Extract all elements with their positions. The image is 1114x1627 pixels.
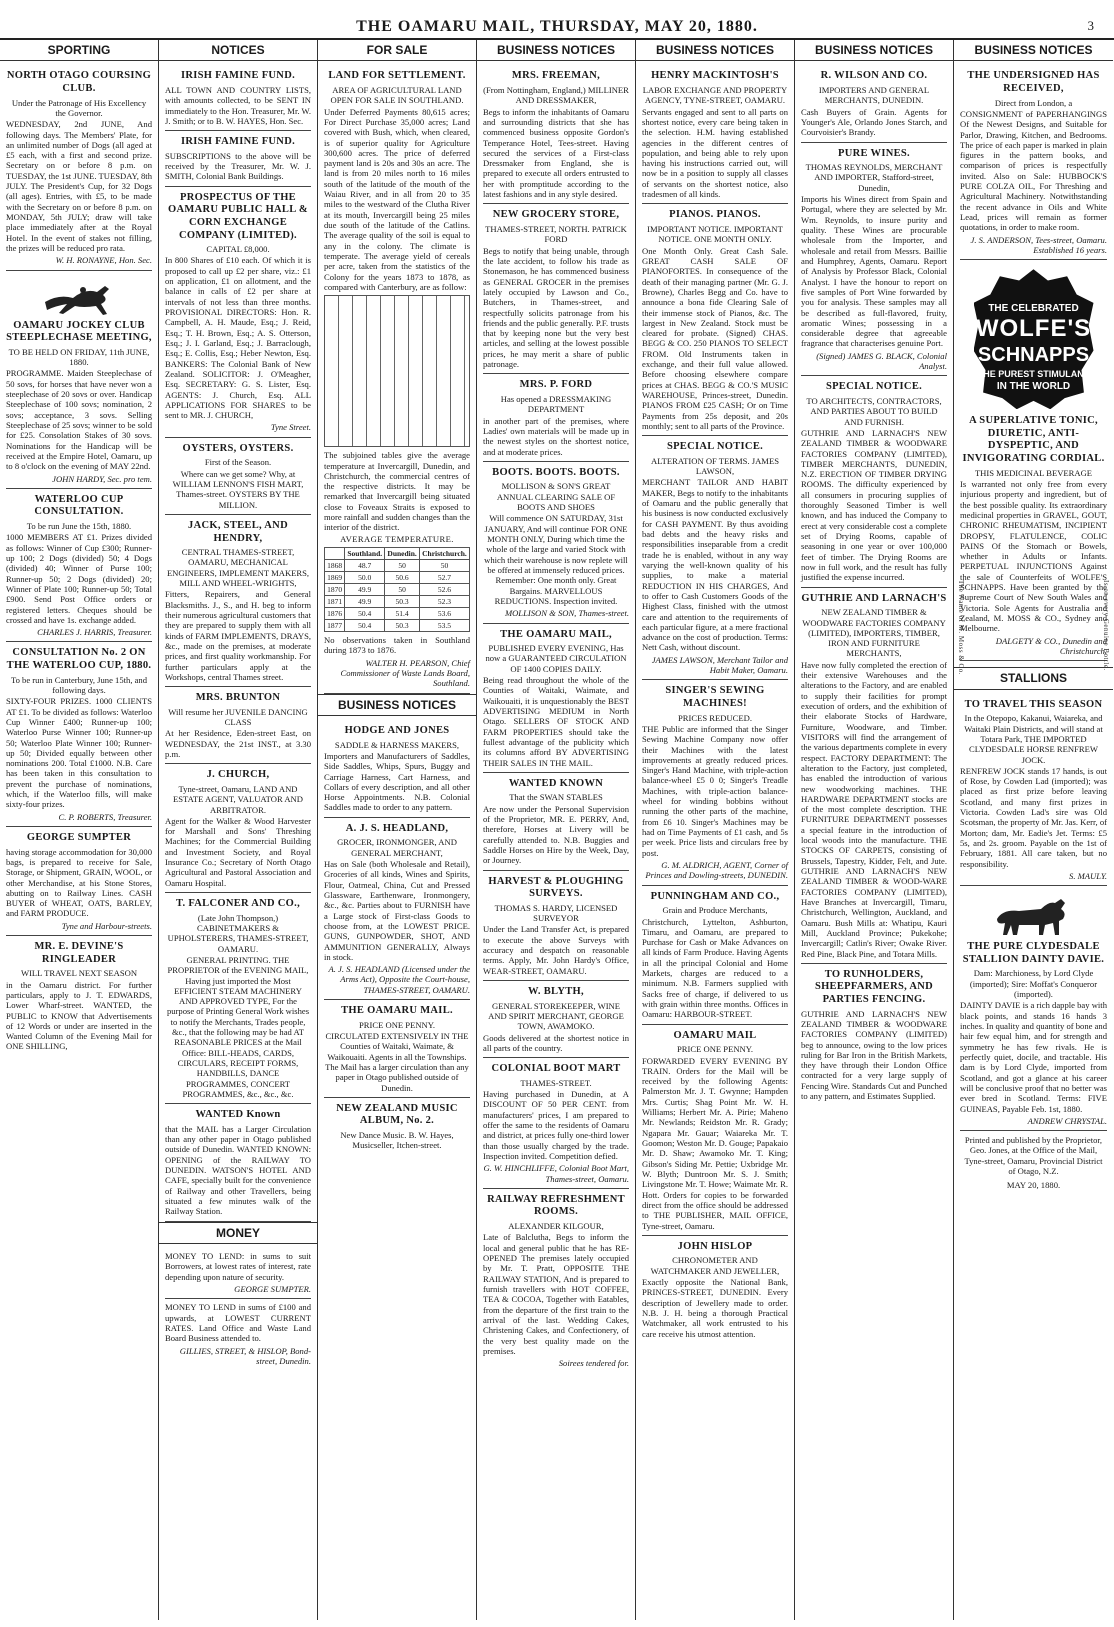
advert-title: THE PURE CLYDESDALE STALLION DAINTY DAVIE.	[962, 941, 1105, 965]
column-heading: NOTICES	[159, 40, 317, 61]
advert	[165, 438, 311, 515]
advert	[483, 462, 629, 624]
advert-body: Under the Land Transfer Act, is prepared to execute the above Surveys with accuracy and despatch on reasonable terms. Apply, Mr. John Hardy's Office, WEAR-STREET, OAMARU.	[483, 924, 629, 976]
table-row	[325, 572, 470, 584]
table-cell: 1871	[325, 596, 345, 608]
advert-title: IRISH FAMINE FUND.	[181, 136, 295, 148]
advert-body: One Month Only. Great Cash Sale. GREAT CASH SALE OF PIANOFORTES. In consequence of the death of their managing partner (Mr. G. J. Browne), Charles Begg and Co. have to announce a bona fide Clearing Sale of their immense stock of Pianos, &c. The largest in New Zealand. Stock must be cleared for probate. (Signed) CHAS. BEGG & CO. 250 PIANOS TO SELECT FROM. Old Instruments taken in exchange, and their full value allowed. Before choosing elsewhere compare prices at CHAS. BEGG & CO.'S MUSIC WAREHOUSE, Princes-street, Dunedin. PIANOS FROM £25 CASH; Or on Time Payments from 25s deposit, and 20s monthly; sent to all parts of the Province.	[642, 245, 788, 431]
advert-subtitle: PUBLISHED EVERY EVENING, Has now a GUARANTEED CIRCULATION OF 1400 COPIES DAILY.	[485, 643, 627, 674]
advert-body: PROGRAMME. Maiden Steeplechase of 50 sovs, for horses that have never won a steeplechase of 20 sovs or over. Handicap Steeplechase of 100 sovs; nomination, 2 sovs; acceptance, 3 sovs. Selling Steeplechase of 25 sovs; winner to be sold for £25. Consolation Stakes of 30 sovs. Nominations for the Handicap will be received at the Empire Hotel, Oamaru, up to 8 o'clock on the evening of MAY 22nd.	[6, 368, 152, 472]
advert-title: WANTED Known	[195, 1109, 281, 1121]
column-business-notices-3	[795, 40, 954, 1620]
table-cell: 50.3	[385, 596, 420, 608]
advert-title: MRS. BRUNTON	[195, 692, 281, 704]
advert	[801, 588, 947, 964]
advert-body: Importers and Manufacturers of Saddles, Side Saddles, Whips, Spurs, Buggy and Carriage Harness, Cart Harness, and Collars of every description, and all other Horse Appointments. N.B. Colonial Saddles made to order to any pattern.	[324, 750, 470, 813]
advert	[165, 893, 311, 1104]
advert	[642, 1025, 788, 1236]
table-note: No observations taken in Southland during 1873 to 1876.	[324, 635, 470, 656]
advert-title: BOOTS. BOOTS. BOOTS.	[492, 466, 620, 478]
advert-title: THE OAMARU MAIL.	[341, 1005, 453, 1017]
advert-body: Exactly opposite the National Bank, PRINCES-STREET, DUNEDIN. Every description of Jewellery made to order. N.B. J. H. being a thorough Practical Watchmaker, all work entrusted to his care receive his utmost attention.	[642, 1277, 788, 1339]
advert-title: TO RUNHOLDERS, SHEEPFARMERS, AND PARTIES FENCING.	[814, 968, 934, 1006]
advert-title: SINGER'S SEWING MACHINES!	[665, 685, 765, 710]
table-cell: 50	[419, 560, 469, 572]
advert-subtitle: Under the Patronage of His Excellency the Governor.	[11, 97, 147, 118]
advert-title: OYSTERS, OYSTERS.	[182, 442, 294, 454]
advert-subtitle: Direct from London, a	[994, 97, 1073, 108]
table-cell: 52.3	[419, 596, 469, 608]
advert-body: Being read throughout the whole of the Counties of Waitaki, Waimate, and Waikouaiti, it is unquestionably the BEST ADVERTISING MEDIUM in North Otago. SELLERS OF STOCK AND FARM PROPERTIES should take the fullest advantage of the publicity which its columns afford BY ADVERTISING THEIR SALES IN THE MAIL.	[483, 675, 629, 768]
advert-subtitle: That the SWAN STABLES	[509, 792, 603, 803]
advert-subtitle: In the Otepopo, Kakanui, Waiareka, and Waitaki Plain Districts, and will stand at Totara Park, THE IMPORTED CLYDESDALE HORSE RENFREW JOCK.	[964, 713, 1103, 765]
page-number: 3	[1087, 18, 1094, 33]
schnapps-advert	[960, 260, 1107, 661]
advert-title: JACK, STEEL, AND HENDRY,	[188, 519, 288, 544]
advert-subtitle: CHRONOMETER AND WATCHMAKER AND JEWELLER,	[650, 1255, 780, 1276]
advert	[324, 65, 470, 693]
advert-body: Cash Buyers of Grain. Agents for Younger's Ale, Orlando Jones Starch, and Courvoisier's Brandy.	[801, 106, 947, 138]
advert-subtitle: GROCER, IRONMONGER, AND GENERAL MERCHANT,	[337, 837, 457, 858]
table-cell: 1869	[325, 572, 345, 584]
advert-subtitle: TO BE HELD ON FRIDAY, 11th JUNE, 1880.	[8, 346, 150, 368]
advert-signature: (Signed) JAMES G. BLACK, Colonial Analyst.	[816, 350, 947, 372]
draught-horse-icon	[989, 895, 1079, 939]
advert-subtitle: GENERAL STOREKEEPER, WINE AND SPIRIT MERCHANT, GEORGE TOWN, AWAMOKO.	[488, 1000, 624, 1032]
column-heading: BUSINESS NOTICES	[795, 40, 953, 61]
table-cell: 53.6	[419, 608, 469, 620]
advert-title: A. J. S. HEADLAND,	[345, 822, 449, 834]
table-header: Dunedin.	[385, 548, 420, 560]
advert-signature: WALTER H. PEARSON, Chief Commissioner of Waste Lands Board, Southland.	[340, 657, 470, 689]
advert-subtitle: ALTERATION OF TERMS. JAMES LAWSON,	[651, 455, 779, 477]
table-cell: 50.0	[345, 572, 385, 584]
advert-title: LAND FOR SETTLEMENT.	[328, 70, 466, 82]
advert	[165, 131, 311, 187]
advert-body: FORWARDED EVERY EVENING BY TRAIN. Orders for the Mail will be received by the following Agents: Palmerston Mr. J. T. Gwynne; Hampden Mrs. Curtis; Shag Point Mr. W. H. Williams; Herbert Mr. A. Pirie; Maheno Mr. Newlands; Reidston Mr. R. Grady; Ngapara Mr. Gauar; Waiareka Mr. T. Goomon; Weston Mr. D. Gouge; Papakaio Mr. D. Shaw; Awamoko Mr. T. King; Gibson's Siding Mr. Pettie; Uxbridge Mr. W. Blyth; Duntroon Mr. S. J. Smith; Livingstone Mr. T. Howe; Waimate Mr. R. Hott. Orders for copies to be forwarded direct from the office should be addressed to THE PUBLISHER, MAIL OFFICE, Tyne-street, Oamaru.	[642, 1055, 788, 1231]
advert-title: GUTHRIE AND LARNACH'S	[801, 592, 947, 604]
table-cell: 48.7	[345, 560, 385, 572]
advert	[324, 1000, 470, 1098]
advert	[165, 1248, 311, 1299]
table-row	[325, 584, 470, 596]
advert-body: GUTHRIE AND LARNACH'S NEW ZEALAND TIMBER & WOODWARE FACTORIES COMPANY (LIMITED), TIMBER MERCHANTS, DUNEDIN, N.Z. ERECTION OF TIMBER DRYING ROOMS. The difficulty experienced by all consumers in procuring supplies of thoroughly Seasoned Timber is well known, and has induced the Company to erect at very considerable cost a complete set of Drying Rooms, capable of seasoning in one year or over 100,000 feet of timber. The Drying Rooms are now in full work, and the result has fully justified the expense incurred.	[801, 427, 947, 583]
column-for-sale	[318, 40, 477, 1620]
table-cell: 53.5	[419, 620, 469, 632]
advert	[483, 624, 629, 773]
advert	[642, 65, 788, 204]
advert-body: Is warranted not only free from every injurious property and ingredient, but of the best possible quality. Its extraordinary medicinal properties in GRAVEL, GOUT, CHRONIC RHEUMATISM, INCIPIENT DROPSY, FLATULENCE, COLIC PAINS Of the Stomach or Bowels, whether in Adults or Infants. PERPETUAL INJUNCTIONS Against the sale of Counterfeits of WOLFE'S SCHNAPPS. Have been granted by the Supreme Court of New South Wales and Victoria. Sole Agents for Australia and Zealand, M. MOSS & CO., Sydney and Melbourne.	[960, 478, 1107, 634]
advert	[483, 65, 629, 204]
advert-body: CONSIGNMENT of PAPERHANGINGS Of the Newest Designs, and Suitable for Parlor, Drawing, Kitchen, and Bedrooms. The price of each paper is marked in plain figures in the pattern books, and comparison of prices is respectfully invited. Also on Sale: HUBBOCK'S PURE COLZA OIL, For Threshing and Agricultural Machinery. Notwithstanding the recent advance in Oils and White Lead, prices will remain as former quotations, in order to make room.	[960, 108, 1107, 233]
advert	[324, 1098, 470, 1155]
advert	[165, 1299, 311, 1370]
column-notices	[159, 40, 318, 1620]
advert	[960, 886, 1107, 1131]
advert-subtitle: THIS MEDICINAL BEVERAGE	[974, 467, 1093, 478]
advert-subtitle: IMPORTANT NOTICE. IMPORTANT NOTICE. ONE MONTH ONLY.	[647, 224, 783, 245]
advert-body: MERCHANT TAILOR AND HABIT MAKER, Begs to notify to the inhabitants of Oamaru and the public generally that his business is now conducted exclusively for CASH PAYMENT. By thus avoiding bad debts and the heavy risks and responsibilities inseparable from a credit trade he is enabled, without in any way varying the well-known quality of his supplies, to make a material REDUCTION IN HIS CHARGES, And to offer to Cash Customers Goods of the Highest Class, finished with the utmost care and attention to the requirements of each particular figure, at a mere fractional advance on the cost of production. Terms: Nett Cash, without discount.	[642, 477, 788, 653]
advert-body: that the MAIL has a Larger Circulation than any other paper in Otago published outside of Dunedin. WANTED KNOWN: OPENING of the RAILWAY TO DUNEDIN. WATSON'S HOTEL AND CAFE, specially built for the convenience of Railway and other Travellers, being situated a few minutes walk of the Railway Station.	[165, 1123, 311, 1217]
advert-body: Begs to inform the inhabitants of Oamaru and surrounding districts that she has commenced business opposite Gordon's Temperance Hotel, Tees-street. Having secured the services of a First-class Dressmaker from England, she is prepared to execute all orders entrusted to her with promptitude according to the latest fashions and in any style desired.	[483, 106, 629, 200]
column-heading: SPORTING	[0, 40, 158, 61]
advert	[165, 1104, 311, 1221]
advert-signature: Soirees tendered for.	[558, 1358, 629, 1369]
advert-subtitle: ALEXANDER KILGOUR,	[508, 1221, 604, 1232]
advert-body: Under Deferred Payments 80,615 acres; For Direct Purchase 35,000 acres; Land covered with Bush, which, when cleared, is of superior quality for Agriculture 300,600 acres. The price of deferred payment land is 20s and 30s an acre. The land is from 20 miles north to 16 miles south of the latitude of the mouth of the Waiau River, and in all from 20 to 35 miles to the westward of the Clutha River at its mouth, Invercargill being 25 miles due south of the latitude of the Catlins. The average quality of the soil is equal to any in the colony. The climate is temperate. The average yield of cereals per acre, taken from the statistics of the Colony for the years 1873 to 1878, as compared with Canterbury, are as follow:	[324, 106, 470, 292]
advert-signature: Tyne and Harbour-streets.	[61, 920, 152, 931]
advert	[6, 642, 152, 827]
advert-title: T. FALCONER AND CO.,	[175, 898, 301, 910]
advert-subtitle: LABOR EXCHANGE AND PROPERTY AGENCY, TYNE-STREET, OAMARU.	[642, 84, 788, 106]
advert-body: Having purchased in Dunedin, at A DISCOUNT OF 50 PER CENT. from manufacturers' prices, I am prepared to offer the same to the residents of Oamaru and district, at prices fully one-third lower than those usually charged by the trade. Inspection invited. Competition defied.	[483, 1089, 629, 1161]
masthead	[0, 0, 1114, 38]
advert-subtitle: WILL TRAVEL NEXT SEASON	[20, 968, 138, 979]
logo-line: SCHNAPPS	[977, 344, 1090, 367]
schnapps-logo	[974, 269, 1094, 409]
advert-title: COLONIAL BOOT MART	[491, 1063, 621, 1075]
advert-title: TO TRAVEL THIS SEASON	[964, 698, 1103, 710]
cereal-yield-table	[324, 295, 470, 447]
advert-body: MONEY TO LEND: in sums to suit Borrowers, at lowest rates of interest, rate depending upon nature of security.	[165, 1251, 311, 1282]
advert-title: MR. E. DEVINE'S RINGLEADER	[34, 941, 124, 965]
racehorse-icon	[39, 280, 119, 318]
advert-subtitle: THOMAS REYNOLDS, MERCHANT AND IMPORTER, Stafford-street, Dunedin,	[805, 162, 943, 193]
advert-signature: MOLLISON & SON, Thames-street.	[504, 608, 629, 619]
advert-signature: G. W. HINCHLIFFE, Colonial Boot Mart, Thames-street, Oamaru.	[483, 1163, 629, 1184]
page-columns	[0, 40, 1114, 1620]
advert-title: MRS. P. FORD	[519, 379, 593, 391]
advert-body: Late of Balclutha, Begs to inform the local and general public that he has RE-OPENED The premises lately occupied by Mr. T. Pratt, OPPOSITE THE RAILWAY STATION, And is prepared to furnish travellers with HOT COFFEE, TEA & COCOA, Together with Eatables, from the departure of the first train to the arrival of the last. Wedding Cakes, Christening Cakes, and Confectionery, of the very best quality made on the premises.	[483, 1232, 629, 1356]
advert	[483, 981, 629, 1058]
advert-title: HARVEST & PLOUGHING SURVEYS.	[488, 875, 624, 900]
advert	[801, 964, 947, 1106]
schnapps-vertical-left: The Name of M. Moss & Co.	[957, 580, 965, 675]
advert-body: ALL TOWN AND COUNTRY LISTS, with amounts collected, to be SENT IN immediately to the Hon. Treasurer, Mr. W. J. Smith; or to B. W. HAYES, Hon. Sec.	[165, 84, 311, 126]
advert-signature: JAMES LAWSON, Merchant Tailor and Habit Maker, Oamaru.	[651, 654, 788, 676]
column-business-notices-2	[636, 40, 795, 1620]
advert-title: WANTED KNOWN	[508, 777, 604, 789]
advert-body: The subjoined tables give the average temperature at Invercargill, Dunedin, and Christchurch, the commercial centres of the respective districts. It may be remarked that Invercargill being situated close to Foveaux Straits is exposed to more rainfall and sudden changes than the interior of the district.	[324, 450, 470, 533]
advert	[801, 65, 947, 142]
advert-subtitle: Has opened a DRESSMAKING DEPARTMENT	[500, 393, 612, 415]
advert-body: Agent for the Walker & Wood Harvester for Marshall and Sons' Threshing Machines; for the Commercial Building and Investment Society, and Royal Insurance Co.; Secretary of North Otago Agricultural and Pastoral Association and Oamaru Hospital.	[165, 815, 311, 888]
table-cell: 50.6	[385, 572, 420, 584]
advert-signature: J. S. ANDERSON, Tees-street, Oamaru. Established 16 years.	[970, 234, 1107, 255]
advert-body: Has on Sale (both Wholesale and Retail), Groceries of all kinds, Wines and Spirits, Flour, Oatmeal, China, Cut and Pressed Glassware, Earthenware, Ironmongery, &c., &c. Parties about to FURNISH have a Large stock of First-class Goods to choose from, at the LOWEST PRICE. GUNS, GUNPOWDER, SHOT, AND AMMUNITION GENERALLY, Always in stock.	[324, 859, 470, 962]
advert-subtitle: SADDLE & HARNESS MAKERS,	[334, 739, 460, 750]
table-row	[325, 596, 470, 608]
column-sporting	[0, 40, 159, 1620]
advert-subtitle: NEW ZEALAND TIMBER & WOODWARE FACTORIES COMPANY (LIMITED), IMPORTERS, TIMBER, IRON AND FURNITURE MERCHANTS,	[802, 607, 946, 659]
column-heading: FOR SALE	[318, 40, 476, 61]
advert-subtitle: IMPORTERS AND GENERAL MERCHANTS, DUNEDIN.	[818, 84, 930, 106]
table-cell: 49.9	[345, 596, 385, 608]
table-cell: 52.6	[419, 584, 469, 596]
advert-body: Will commence ON SATURDAY, 31st JANUARY, And will continue FOR ONE MONTH ONLY, During which time the whole of the large and varied Stock with which their warehouse is now replete will be offered at immensely reduced prices. Remember: One month only. Great Bargains. MARVELLOUS REDUCTIONS. Inspection invited.	[484, 513, 628, 606]
advert-title: OAMARU MAIL	[673, 1029, 757, 1041]
advert	[6, 489, 152, 643]
advert-body: SUBSCRIPTIONS to the above will be received by the Treasurer, Mr. W. J. SMITH, Colonial Bank Buildings.	[165, 150, 311, 182]
advert-title: MRS. FREEMAN,	[511, 70, 601, 82]
advert-signature: G. M. ALDRICH, AGENT, Corner of Princes and Dowling-streets, DUNEDIN.	[645, 859, 788, 881]
advert	[483, 773, 629, 871]
advert-subtitle: MOLLISON & SON'S GREAT ANNUAL CLEARING SALE OF BOOTS AND SHOES	[496, 481, 616, 513]
advert-title: SPECIAL NOTICE.	[825, 381, 923, 393]
table-row	[325, 620, 470, 632]
advert	[960, 65, 1107, 260]
advert	[642, 436, 788, 680]
advert-title: PURE WINES.	[838, 147, 910, 159]
advert	[324, 720, 470, 818]
advert-signature: DALGETY & CO., Dunedin and Christchurch.	[995, 635, 1107, 656]
advert-title: NORTH OTAGO COURSING CLUB.	[6, 70, 152, 94]
table-caption: AVERAGE TEMPERATURE.	[340, 533, 454, 544]
table-row	[325, 608, 470, 620]
advert-body: Christchurch, Lyttelton, Ashburton, Timaru, and Oamaru, are prepared to Purchase for Cash or Make Advances on all kinds of Farm Produce. Having Agents in all the principal Colonial and Home Markets, charges are reduced to a minimum. N.B. Farmers supplied with Sacks free of charge, if delivered to us with grain within three months. Offices in Oamaru: HARBOUR-STREET.	[642, 916, 788, 1020]
table-cell: 50	[385, 560, 420, 572]
printer-imprint: Printed and published by the Proprietor, Geo. Jones, at the Office of the Mail, Tyne-street, Oamaru, Provincial District of Otago, N.Z.	[964, 1135, 1103, 1177]
advert	[165, 187, 311, 438]
advert-signature: S. MAULY.	[1069, 870, 1107, 881]
table-header: Southland.	[345, 548, 385, 560]
advert-body: Fitters, Repairers, and General Blacksmiths. J., S., and H. beg to inform their numerous agricultural customers that they are prepared to supply them with all kinds of FARM IMPLEMENTS, DRAYS, &c., made on the premises, at moderate prices, and first quality workmanship. For further particulars apply at the Workshops, central Thames street.	[165, 589, 311, 682]
advert-body: WEDNESDAY, 2nd JUNE, And following days. The Members' Plate, for an unlimited number of Dogs (all aged at £5 each, with a first and second prize. Secretary on or before 8 p.m. on TUESDAY, the 1st JUNE. TUESDAY, 8th JULY. The President's Cup, for 32 Dogs (all ages). Entries, with £5, to be made with the Secretary on or before 8 p.m. on MONDAY, 5th JULY; draw will take place immediately after at the Royal Hotel. In the event of stakes not filling, the prizes will be reduced pro rata.	[6, 119, 152, 253]
table-header-row	[325, 548, 470, 560]
advert-body: having storage accommodation for 30,000 bags, is prepared to receive for Sale, Storage, or Shipment, GRAIN, WOOL, or other Merchandise, at his Stone Stores, abutting on to Railway Lines. CASH BUYER of WHEAT, OATS, BARLEY, and FARM PRODUCE.	[6, 846, 152, 919]
advert-body: THE Public are informed that the Singer Sewing Machine Company now offer their Machines with the latest improvements at greatly reduced prices. Singer's Hand Machine, with triple-action balance-wheel £5 0 0; Singer's Treadle Machines, with triple-action balance-wheel for winding bobbins without running the other parts of the machine, from £6 10. Singer's Machines may be had on Time Payments of £1 cash, and 5s per week. Price lists and circulars free by post.	[642, 723, 788, 858]
advert-body: SIXTY-FOUR PRIZES. 1000 CLIENTS AT £1. To be divided as follows: Waterloo Cup Winner £400; Runner-up 100; Waterloo Purse Winner 100; Runner-up 50; Waterloo Plate Winner 100; Runner-up 50; Divided equally between other nominations 200. Total £1000. N.B. Care has been taken in this consultation to prevent the purchase of nominations, which, if the Waterloo fills, will make sixty-four prizes.	[6, 696, 152, 810]
advert-title: NEW GROCERY STORE,	[492, 209, 620, 221]
advert-body: RENFREW JOCK stands 17 hands, is out of Rose, by Cowden Lad (imported); was placed as first prize before leaving Scotland, and many first prizes in Victoria. Cowden Lad's sire was Old Scotsman, the property of Mr. Jas. Kerr, of Morton; dam, Mr. Eadie's Jet. Terms: £5 5s, and 2s. groom. Payable on the 1st of February, 1881. All care taken, but no responsibility.	[960, 765, 1107, 869]
advert-body: Are now under the Personal Supervision of the Proprietor, MR. E. PERRY, And, therefore, Horses at Livery will be carefully attended to. N.B. Buggies and Saddle Horses on Hire by the Week, Day, or Journey.	[483, 803, 629, 866]
advert-title: THE OAMARU MAIL,	[500, 628, 612, 640]
table-cell: 50	[385, 584, 420, 596]
advert	[324, 818, 470, 1000]
advert	[642, 204, 788, 436]
imprint-date: MAY 20, 1880.	[1006, 1180, 1061, 1191]
advert-subtitle: Grain and Produce Merchants,	[662, 905, 768, 916]
advert-title: OAMARU JOCKEY CLUB STEEPLECHASE MEETING,	[6, 319, 152, 344]
table-header: Christchurch.	[419, 548, 469, 560]
table-cell: 52.7	[419, 572, 469, 584]
logo-line: THE CELEBRATED	[988, 303, 1079, 315]
advert-body: DAINTY DAVIE is a rich dapple bay with black points, and stands 16 hands 3 inches. In quality and quantity of bone and hair few equal him, and for strength and symmetry he has few rivals. He is perfectly quiet, docile, and tractable. His dam is by Lord Clyde, imported from Scotland, and got a glance at his career will be conclusive proof that no better was ever bred in Scotland. Terms: FIVE GUINEAS, Payable Feb. 1st, 1880.	[960, 1000, 1108, 1114]
newspaper-title: THE OAMARU MAIL, THURSDAY, MAY 20, 1880.	[356, 18, 758, 35]
advert-title: W. BLYTH,	[528, 986, 584, 998]
advert-title: R. WILSON AND CO.	[820, 70, 928, 82]
advert-subtitle: PRICE ONE PENNY.	[358, 1019, 435, 1030]
advert-subtitle: TO ARCHITECTS, CONTRACTORS, AND PARTIES ABOUT TO BUILD AND FURNISH.	[806, 395, 942, 427]
advert-signature: JOHN HARDY, Sec. pro tem.	[52, 473, 152, 484]
advert-body: In 800 Shares of £10 each. Of which it is proposed to call up £2 per share, viz.: £1 on application, £1 on allotment, and the balance in calls of £2 per share at intervals of not less than three months. PROVISIONAL DIRECTORS: Hon. R. Campbell, A. H. Maude, Esq.; J. Reid, Esq.; T. H. Brown, Esq.; A. S. Otterson, Esq.; J. I. Garland, Esq.; J. Barraclough, Esq.; E. Collis, Esq.; Heber Newton, Esq. BANKERS: The Colonial Bank of New Zealand. SOLICITOR: J. O'Meagher, Esq. SECRETARY: G. S. Lister, Esq. AGENTS: J. Church, Esq. ALL APPLICATIONS FOR SHARES to be sent to MR. J. CHURCH,	[165, 255, 311, 421]
advert-title: PUNNINGHAM AND CO.,	[650, 890, 780, 902]
logo-line: WOLFE'S	[975, 315, 1092, 343]
advert-body: GENERAL PRINTING. THE PROPRIETOR of the EVENING MAIL, Having just imported the Most EFFICIENT STEAM MACHINERY AND APPROVED TYPE, For the purpose of Printing General Work wishes to notify the Merchants, Trades people, &c., that the following may be had AT REASONABLE PRICES at the Mail Office: BILL-HEADS, CARDS, CIRCULARS, RECEIPT FORMS, HANDBILLS, DANCE PROGRAMMES, CONCERT PROGRAMMES, &c., &c., &c.	[166, 954, 310, 1099]
advert	[6, 65, 152, 270]
advert-body: Have now fully completed the erection of their extensive Warehouses and the alterations to the Factory, and are enabled to supply their facilities for prompt execution of orders, and the exhibition of their elaborate Stocks of Hardware, Furniture, Woodware, and Timber. VISITORS will find the arrangement of the various departments complete in every respect. FACTORY DEPARTMENT: The alteration to the Factory, just completed, has enabled the introduction of various new woodworking machines. THE HARDWARE DEPARTMENT stocks are of the most complete description. THE FURNITURE DEPARTMENT possesses a special feature in the introduction of local woods into the manufacture. THE STOCKS OF CARPETS, consisting of Brussels, Tapestry, Kidder, Felt, and Jute. GUTHRIE AND LARNACH'S NEW ZEALAND TIMBER & WOOD-WARE FACTORIES COMPANY (LIMITED), Have Branches at Invercargill, Timaru, Christchurch, Wellington, Auckland, and Oamaru. Bush Mills at: Whatipu, Kauri Mill, Auckland Province; Pukekohe; Invercargill; Catlin's River; Owake River. Red Pine, Black Pine, and Totara Mills.	[801, 659, 947, 959]
advert	[165, 515, 311, 687]
advert-signature: GILLIES, STREET, & HISLOP, Bond-street, Dunedin.	[179, 1345, 311, 1366]
advert-subtitle: CENTRAL THAMES-STREET, OAMARU, MECHANICAL ENGINEERS, IMPLEMENT MAKERS, MILL AND WHEEL-WRIGHTS,	[166, 547, 310, 589]
advert-body: CIRCULATED EXTENSIVELY IN THE Counties of Waitaki, Waimate, & Waikouaiti. Agents in all the Townships. The Mail has a larger circulation than any paper in Otago published outside of Dunedin.	[325, 1030, 469, 1093]
table-header	[325, 548, 345, 560]
advert	[642, 886, 788, 1025]
advert-subtitle: THOMAS S. HARDY, LICENSED SURVEYOR	[494, 902, 618, 924]
advert-subtitle: To be run in Canterbury, June 15th, and following days.	[10, 674, 148, 695]
advert-subtitle: THAMES-STREET.	[520, 1077, 592, 1088]
table-cell: 1876	[325, 608, 345, 620]
temperature-table	[324, 547, 470, 632]
advert-body: 1000 MEMBERS AT £1. Prizes divided as follows: Winner of Cup £300; Runner-up 100; 2 Dogs (divided) 50; 4 Dogs (divided) 40; Winner of Purse 100; Runner-up 50; 2 Dogs (divided) 20; Winner of Plate 100; Runner-up 50; Total £900. Send Post Office orders or registered letters. Cheques should be crossed and have 1s. exchange added.	[6, 532, 152, 625]
advert-subtitle: PRICES REDUCED.	[677, 712, 752, 723]
advert-title: GEORGE SUMPTER	[26, 832, 132, 844]
advert-subtitle: THAMES-STREET, NORTH. PATRICK FORD	[485, 224, 627, 245]
advert	[642, 680, 788, 885]
column-heading: BUSINESS NOTICES	[954, 40, 1113, 61]
advert-body: in another part of the premises, where Ladies' own materials will be made up in the newest styles on the shortest notice, and at moderate prices.	[483, 415, 629, 457]
advert-subtitle: To be run June the 15th, 1880.	[26, 521, 132, 532]
advert-title: PIANOS. PIANOS.	[669, 209, 761, 221]
advert-subtitle: First of the Season.	[204, 457, 272, 468]
table-cell: 1877	[325, 620, 345, 632]
advert-body: Begs to notify that being unable, through the late accident, to follow his trade as Stonemason, he has commenced business as GENERAL GROCER in the premises lately occupied by Lawson and Co., Butchers, in Thames-street, and respectfully solicits patronage from his friends and the public generally. P.F. trusts that by keeping none but the very best articles, and selling at the lowest possible prices, he may merit a share of public patronage.	[483, 245, 629, 370]
table-cell: 1868	[325, 560, 345, 572]
advert-signature: A. J. S. HEADLAND (Licensed under the Arms Act), Opposite the Court-house, THAMES-STREET, OAMARU.	[328, 964, 470, 995]
advert-subtitle: (From Nottingham, England,) MILLINER AND DRESSMAKER,	[483, 84, 629, 106]
column-business-notices-1	[477, 40, 636, 1620]
advert-body: in the Oamaru district. For further particulars, apply to J. T. EDWARDS, Lower Wharf-street. WANTED, the PUBLIC to KNOW that Advertisements of 12 Words or under are inserted in the Wanted Column of the Evening Mail for ONE SHILLING,	[6, 979, 152, 1052]
advert-title: SPECIAL NOTICE.	[666, 441, 764, 453]
section-heading-business: BUSINESS NOTICES	[318, 694, 476, 716]
advert-body: New Dance Music. B. W. Hayes, Musicseller, Itchen-street.	[340, 1130, 454, 1151]
advert-body: Imports his Wines direct from Spain and Portugal, where they are selected by Mr. Wm. Reynolds, to insure purity and quality. These Wines are procurable wholesale from the Importer, and wholesale and retail from Messrs. Baillie and Humphrey, Agents, Oamaru. Report of Analysis by Professor Black, Colonial Analyst. I have the honour to report on five samples of Port Wine forwarded by you for analysis. These samples may all be described as full-flavored, fruity, aromatic Wines; possessing in a considerable degree that agreeable fragrance that characterises genuine Port.	[801, 194, 947, 349]
advert	[483, 1058, 629, 1189]
advert	[642, 1236, 788, 1343]
section-heading-money: MONEY	[159, 1222, 317, 1244]
advert	[6, 271, 152, 489]
advert	[483, 204, 629, 374]
advert-signature: GEORGE SUMPTER.	[234, 1284, 311, 1294]
advert-title: HENRY MACKINTOSH'S	[651, 70, 779, 82]
advert-subtitle: (Late John Thompson,) CABINETMAKERS & UPHOLSTERERS, THAMES-STREET, OAMARU.	[167, 912, 309, 954]
advert	[6, 936, 152, 1056]
advert	[801, 376, 947, 587]
advert-body: GUTHRIE AND LARNACH'S NEW ZEALAND TIMBER & WOODWARE FACTORIES COMPANY (LIMITED) beg to announce, owing to the low prices ruling for Bar Iron in the British Markets, they have through their London Office contracted for a very large supply of Fencing Wire. Standards Cut and Punched to any pattern, and Estimates Supplied.	[801, 1008, 947, 1102]
table-cell: 49.9	[345, 584, 385, 596]
advert	[960, 694, 1107, 887]
advert-subtitle: Dam: Marchioness, by Lord Clyde (imported); Sire: Moffat's Conqueror (imported).	[969, 968, 1098, 1000]
column-heading: BUSINESS NOTICES	[636, 40, 794, 61]
advert-title: RAILWAY REFRESHMENT ROOMS.	[487, 1193, 625, 1218]
advert-signature: W. H. RONAYNE, Hon. Sec.	[55, 255, 152, 266]
advert-title: IRISH FAMINE FUND.	[181, 70, 295, 82]
advert	[483, 374, 629, 461]
advert-signature: CHARLES J. HARRIS, Treasurer.	[37, 627, 152, 638]
advert-subtitle: AREA OF AGRICULTURAL LAND OPEN FOR SALE IN SOUTHLAND.	[330, 84, 464, 106]
advert-subtitle: CAPITAL £8,000.	[206, 244, 270, 255]
advert-body: Servants engaged and sent to all parts on shortest notice, every care being taken in the selection. H.M. having established agencies in the different centres of population, and being able to rely upon having his instructions carried out, will now be in a position to supply all classes of servants on the shortest notice, also tradesmen of all kinds.	[642, 106, 788, 200]
table-cell: 1870	[325, 584, 345, 596]
table-cell: 50.4	[345, 608, 385, 620]
advert-signature: Tyne Street.	[270, 422, 311, 433]
advert-body: Where can we get some? Why, at WILLIAM LENNON'S FISH MART, Thames-street. OYSTERS BY THE MILLION.	[172, 468, 304, 510]
column-business-notices-4	[954, 40, 1113, 1620]
table-cell: 50.4	[345, 620, 385, 632]
advert	[801, 143, 947, 377]
advert-title: HODGE AND JONES	[344, 725, 450, 736]
advert	[483, 1189, 629, 1373]
advert	[483, 871, 629, 981]
advert-signature: ANDREW CHRYSTAL.	[1027, 1115, 1107, 1126]
advert-body: Goods delivered at the shortest notice in all parts of the country.	[483, 1032, 629, 1053]
advert-signature: C. P. ROBERTS, Treasurer.	[58, 811, 152, 822]
advert-body: MONEY TO LEND in sums of £100 and upwards, at LOWEST CURRENT RATES. Land Office and Waste Land Board Business attended to.	[165, 1302, 311, 1344]
advert-title: NEW ZEALAND MUSIC ALBUM, No. 2.	[336, 1102, 458, 1127]
table-cell: 51.4	[385, 608, 420, 620]
advert-subtitle: Tyne-street, Oamaru, LAND AND ESTATE AGENT, VALUATOR AND ARBITRATOR.	[173, 783, 303, 815]
advert-title: JOHN HISLOP	[677, 1240, 753, 1252]
advert	[165, 687, 311, 764]
table-row	[325, 560, 470, 572]
advert	[165, 65, 311, 131]
section-heading-stallions: STALLIONS	[954, 667, 1113, 689]
advert	[165, 764, 311, 893]
table-cell: 50.3	[385, 620, 420, 632]
logo-line: THE PUREST STIMULANT	[977, 369, 1090, 380]
column-heading: BUSINESS NOTICES	[477, 40, 635, 61]
advert-title: A SUPERLATIVE TONIC, DIURETIC, ANTI-DYSPEPTIC, AND INVIGORATING CORDIAL.	[962, 415, 1105, 465]
advert-title: THE UNDERSIGNED HAS RECEIVED,	[967, 70, 1100, 94]
advert-title: CONSULTATION No. 2 ON THE WATERLOO CUP, 1880.	[6, 647, 152, 672]
advert-title: PROSPECTUS OF THE OAMARU PUBLIC HALL & CORN EXCHANGE COMPANY (LIMITED).	[168, 191, 308, 241]
logo-line: IN THE WORLD	[996, 381, 1071, 393]
advert-title: J. CHURCH,	[206, 769, 270, 781]
advert-subtitle: PRICE ONE PENNY.	[676, 1044, 753, 1055]
advert-title: WATERLOO CUP CONSULTATION.	[34, 493, 124, 518]
advert-subtitle: Will resume her JUVENILE DANCING CLASS	[168, 706, 308, 728]
advert-body: At her Residence, Eden-street East, on WEDNESDAY, the 21st INST., at 3.30 p.m.	[165, 728, 311, 760]
schnapps-vertical-right: Is on every Genuine Bottle.	[1102, 580, 1110, 671]
advert	[6, 827, 152, 936]
